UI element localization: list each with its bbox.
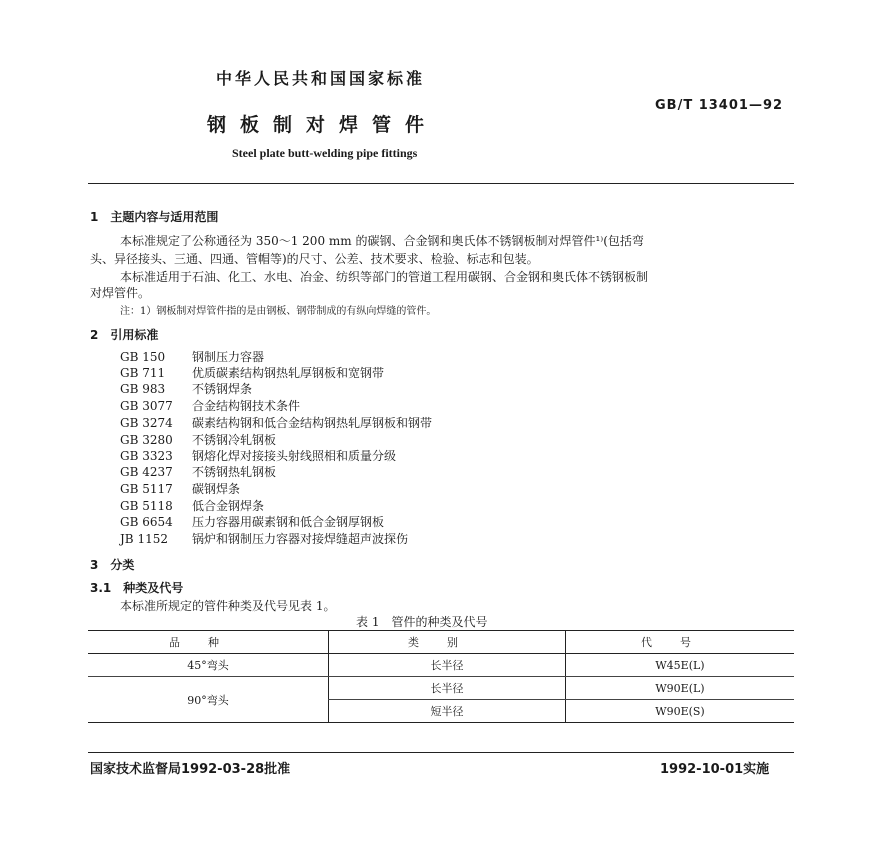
table1-header-variety: 品种 <box>88 631 329 654</box>
reference-code: GB 3274 <box>120 416 173 430</box>
section1-para1-line1: 本标准规定了公称通径为 350～1 200 mm 的碳钢、合金钢和奥氏体不锈钢板制对焊管件¹⁾(包括弯 <box>120 234 644 248</box>
section3-1-heading: 3.1 种类及代号 <box>90 581 184 595</box>
reference-title: 压力容器用碳素钢和低合金钢厚钢板 <box>192 515 385 529</box>
section1-footnote: 注：1）钢板制对焊管件指的是由钢板、钢带制成的有纵向焊缝的管件。 <box>120 306 437 317</box>
table1-header-code: 代号 <box>566 631 795 654</box>
standard-title-cn: 钢板制对焊管件 <box>207 114 439 136</box>
table1-cell-variety: 90°弯头 <box>88 677 329 723</box>
reference-title: 低合金钢焊条 <box>192 499 265 513</box>
section3-heading: 3 分类 <box>90 558 135 572</box>
reference-title: 钢熔化焊对接接头射线照相和质量分级 <box>192 449 397 463</box>
reference-title: 钢制压力容器 <box>192 350 265 364</box>
table1-cell-variety: 45°弯头 <box>88 654 329 677</box>
table-row <box>88 677 794 700</box>
reference-code: GB 3323 <box>120 449 173 463</box>
reference-item <box>120 530 408 547</box>
header-divider <box>88 183 794 184</box>
reference-item <box>120 463 276 480</box>
reference-code: GB 6654 <box>120 515 173 529</box>
reference-item <box>120 480 240 497</box>
reference-title: 碳钢焊条 <box>192 482 241 496</box>
reference-item <box>120 497 264 514</box>
reference-code: GB 4237 <box>120 465 173 479</box>
reference-code: GB 983 <box>120 382 166 396</box>
table1-cell-category: 短半径 <box>329 700 566 723</box>
effective-date: 1992-10-01实施 <box>660 762 770 777</box>
section1-para1-line2: 头、异径接头、三通、四通、管帽等)的尺寸、公差、技术要求、检验、标志和包装。 <box>90 252 539 266</box>
section1-para2-line1: 本标准适用于石油、化工、水电、冶金、纺织等部门的管道工程用碳钢、合金钢和奥氏体不锈钢板制 <box>120 270 649 284</box>
national-standard-heading: 中华人民共和国国家标准 <box>216 69 426 88</box>
approval-date: 国家技术监督局1992-03-28批准 <box>90 762 291 777</box>
reference-item <box>120 348 264 365</box>
standard-code: GB/T 13401—92 <box>655 98 784 113</box>
standard-title-en: Steel plate butt-welding pipe fittings <box>232 146 418 160</box>
footer-divider <box>88 752 794 753</box>
reference-item <box>120 513 384 530</box>
section2-heading: 2 引用标准 <box>90 328 159 342</box>
reference-code: GB 3077 <box>120 399 173 413</box>
table1-cell-code: W90E(S) <box>566 700 795 723</box>
reference-code: GB 5117 <box>120 482 173 496</box>
reference-title: 优质碳素结构钢热轧厚钢板和宽钢带 <box>192 366 385 380</box>
table1-cell-category: 长半径 <box>329 654 566 677</box>
table1 <box>88 630 794 723</box>
reference-code: JB 1152 <box>120 532 168 546</box>
reference-title: 锅炉和钢制压力容器对接焊缝超声波探伤 <box>192 532 409 546</box>
reference-item <box>120 447 396 464</box>
table1-header-category: 类别 <box>329 631 566 654</box>
table1-caption: 表 1 管件的种类及代号 <box>356 615 488 629</box>
reference-item <box>120 431 276 448</box>
reference-item <box>120 380 252 397</box>
reference-item <box>120 397 300 414</box>
section3-1-para: 本标准所规定的管件种类及代号见表 1。 <box>120 599 336 613</box>
table1-cell-code: W45E(L) <box>566 654 795 677</box>
reference-title: 不锈钢冷轧钢板 <box>192 433 277 447</box>
reference-title: 合金结构钢技术条件 <box>192 399 301 413</box>
reference-title: 不锈钢焊条 <box>192 382 253 396</box>
reference-title: 不锈钢热轧钢板 <box>192 465 277 479</box>
reference-item <box>120 414 432 431</box>
table-row <box>88 654 794 677</box>
reference-code: GB 150 <box>120 350 166 364</box>
table1-cell-code: W90E(L) <box>566 677 795 700</box>
table1-cell-category: 长半径 <box>329 677 566 700</box>
reference-code: GB 3280 <box>120 433 173 447</box>
reference-code: GB 711 <box>120 366 166 380</box>
reference-title: 碳素结构钢和低合金结构钢热轧厚钢板和钢带 <box>192 416 433 430</box>
reference-code: GB 5118 <box>120 499 173 513</box>
section1-heading: 1 主题内容与适用范围 <box>90 210 219 224</box>
reference-item <box>120 364 384 381</box>
section1-para2-line2: 对焊管件。 <box>90 286 151 300</box>
